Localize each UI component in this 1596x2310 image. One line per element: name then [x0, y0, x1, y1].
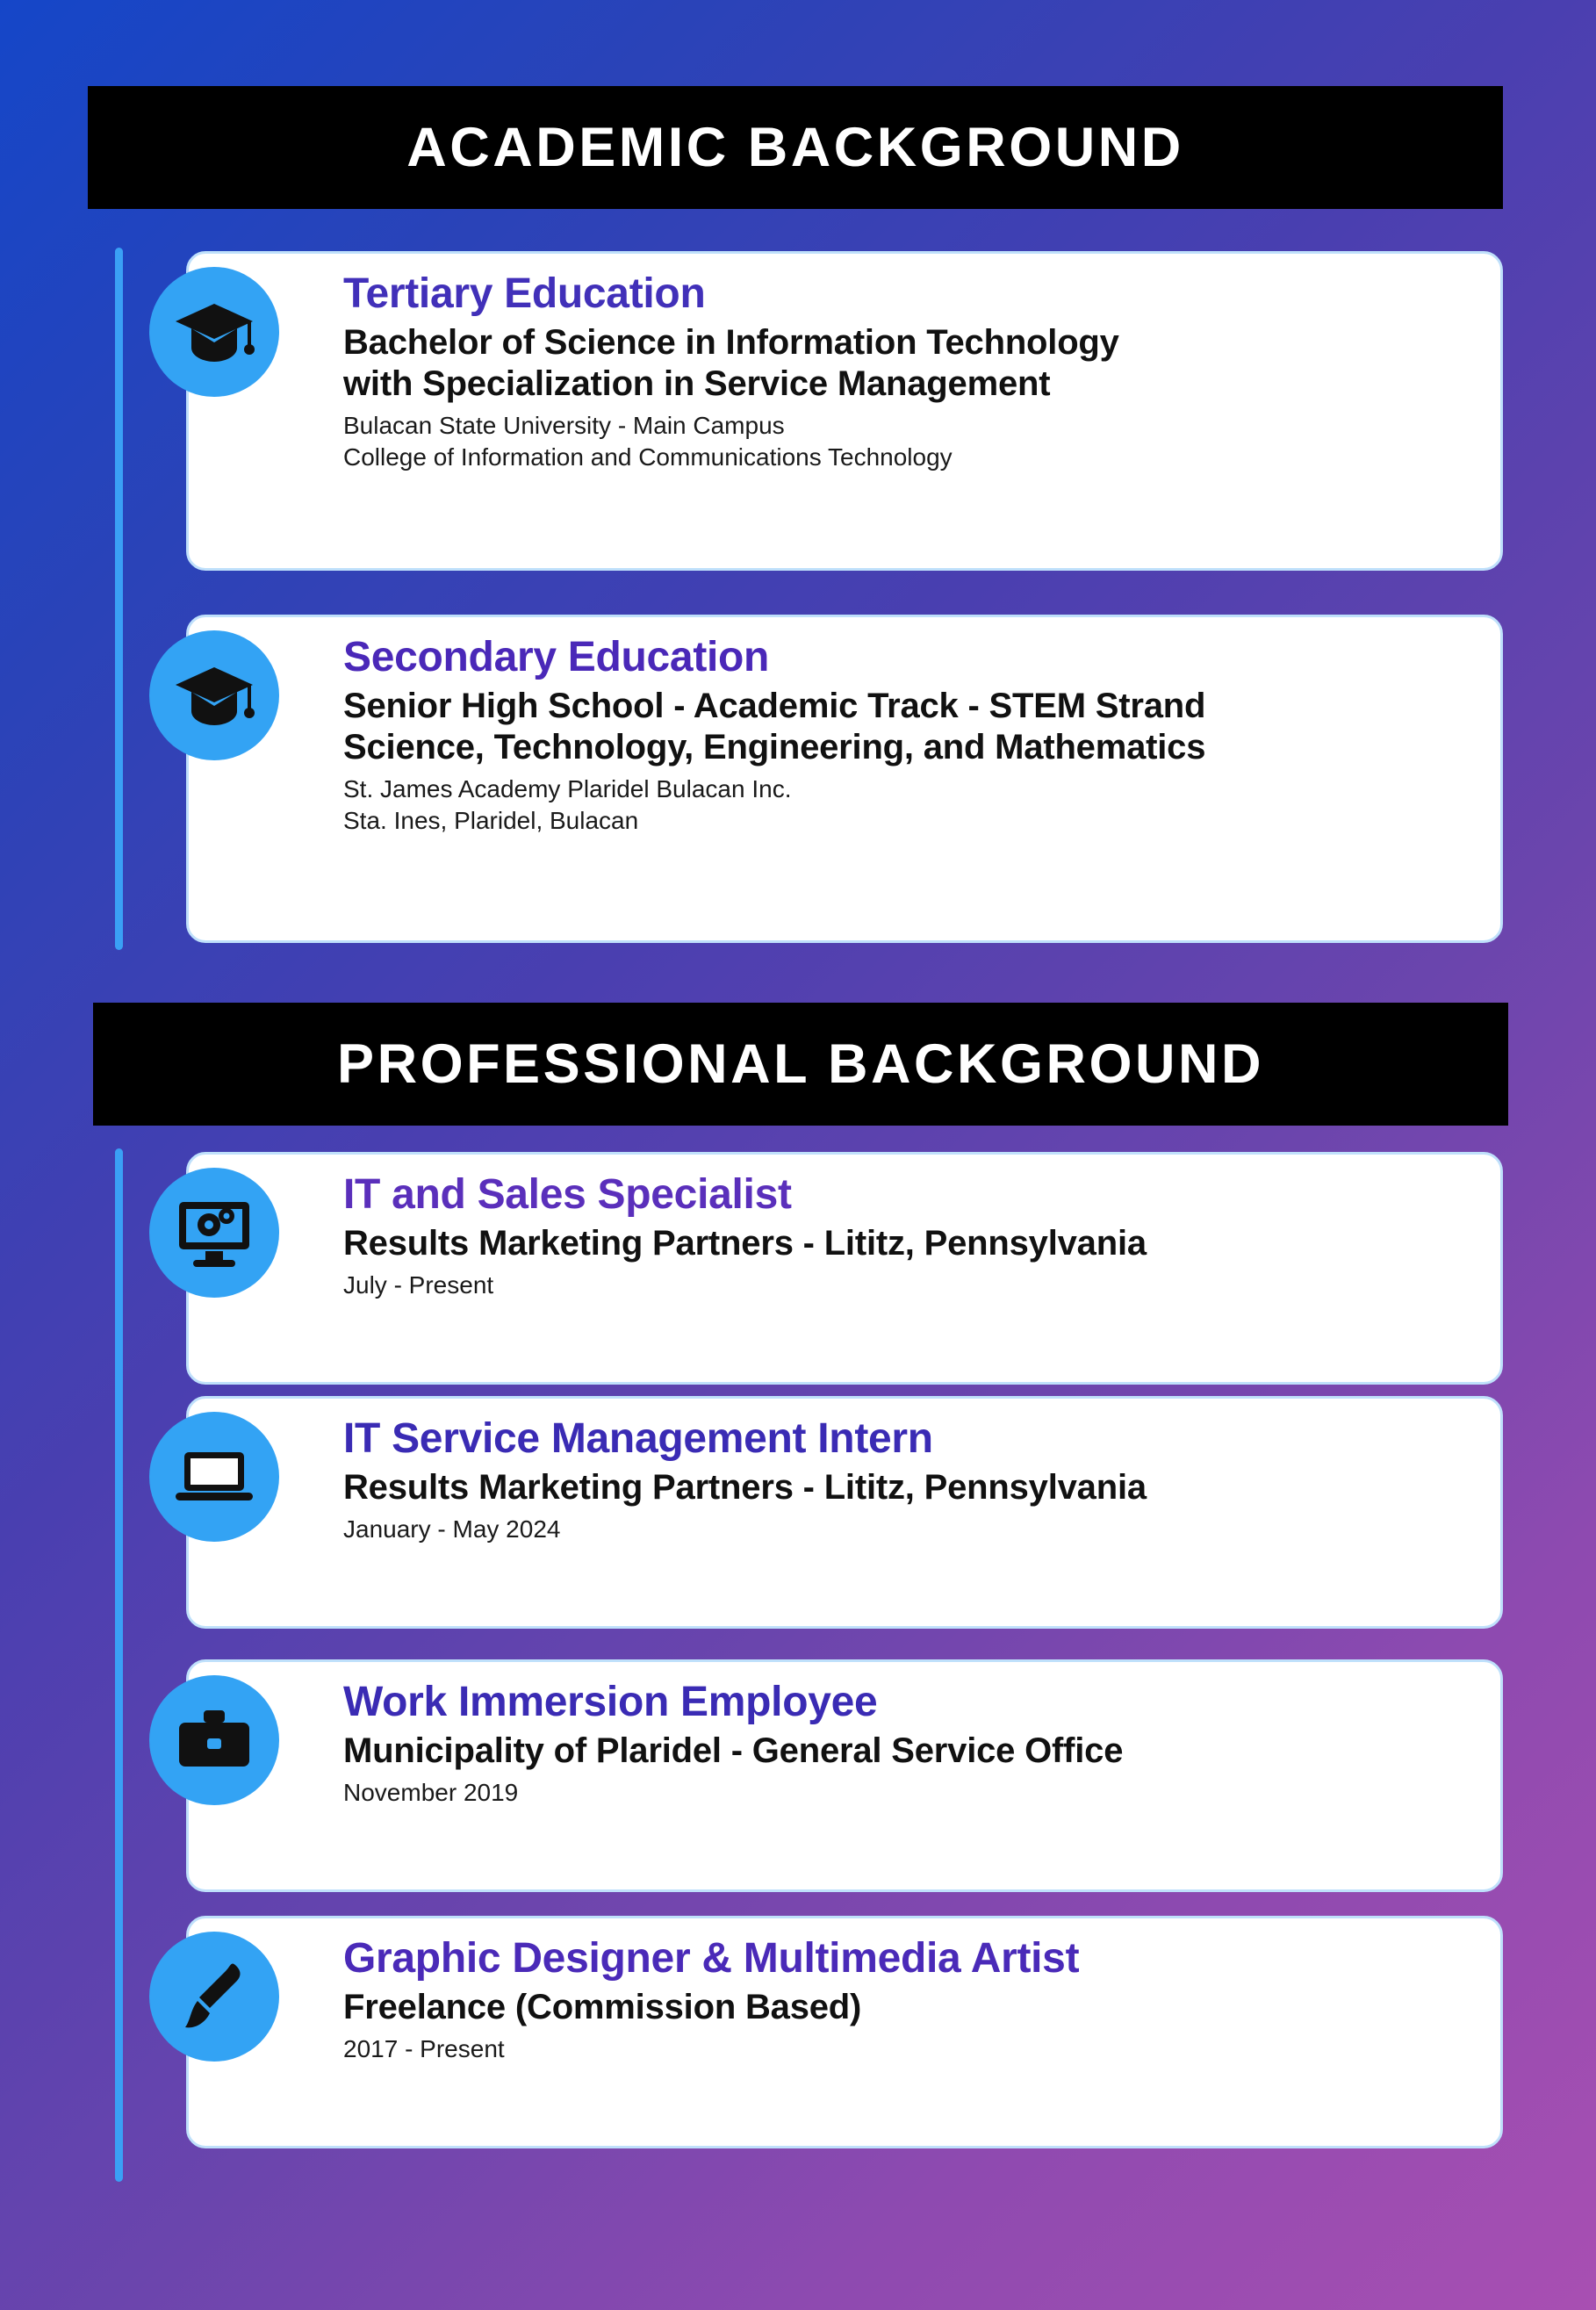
graduation-cap-icon	[149, 630, 279, 760]
entry-sub-line: College of Information and Communications Technology	[343, 443, 953, 471]
timeline-rail-professional	[115, 1148, 123, 2182]
entry-main-line: Freelance (Commission Based)	[343, 1987, 862, 2026]
entry-title: Tertiary Education	[343, 270, 706, 317]
laptop-icon	[149, 1412, 279, 1542]
entry-card	[186, 251, 1503, 571]
entry-sub-line: January - May 2024	[343, 1515, 561, 1544]
entry-card	[186, 1396, 1503, 1629]
entry-main-line: Results Marketing Partners - Lititz, Pennsylvania	[343, 1223, 1147, 1263]
entry-title: Secondary Education	[343, 634, 770, 680]
entry-card	[186, 1152, 1503, 1385]
section-banner-professional-text: PROFESSIONAL BACKGROUND	[337, 1033, 1264, 1095]
section-banner-academic	[88, 86, 1503, 209]
entry-main-line: Senior High School - Academic Track - STEM Strand	[343, 686, 1206, 725]
desktop-gears-icon	[149, 1168, 279, 1298]
entry-sub-line: Bulacan State University - Main Campus	[343, 412, 785, 440]
entry-title: Work Immersion Employee	[343, 1679, 878, 1725]
graduation-cap-icon	[149, 267, 279, 397]
entry-sub-line: July - Present	[343, 1271, 494, 1299]
timeline-rail-academic	[115, 248, 123, 950]
entry-card	[186, 1659, 1503, 1892]
paint-brush-icon	[149, 1932, 279, 2062]
entry-title: IT Service Management Intern	[343, 1415, 933, 1462]
entry-card	[186, 615, 1503, 943]
entry-title: IT and Sales Specialist	[343, 1171, 792, 1218]
section-banner-professional	[93, 1003, 1508, 1126]
entry-main-line: with Specialization in Service Management	[343, 364, 1051, 404]
entry-card	[186, 1916, 1503, 2148]
entry-sub-line: St. James Academy Plaridel Bulacan Inc.	[343, 775, 792, 803]
entry-main-line: Municipality of Plaridel - General Service Office	[343, 1731, 1124, 1770]
entry-sub-line: 2017 - Present	[343, 2035, 505, 2063]
entry-main-line: Science, Technology, Engineering, and Mathematics	[343, 728, 1206, 767]
briefcase-icon	[149, 1675, 279, 1805]
entry-sub-line: Sta. Ines, Plaridel, Bulacan	[343, 807, 639, 835]
entry-main-line: Results Marketing Partners - Lititz, Pennsylvania	[343, 1467, 1147, 1507]
entry-title: Graphic Designer & Multimedia Artist	[343, 1935, 1080, 1982]
entry-sub-line: November 2019	[343, 1779, 519, 1807]
entry-main-line: Bachelor of Science in Information Technology	[343, 322, 1119, 362]
section-banner-academic-text: ACADEMIC BACKGROUND	[406, 116, 1184, 178]
